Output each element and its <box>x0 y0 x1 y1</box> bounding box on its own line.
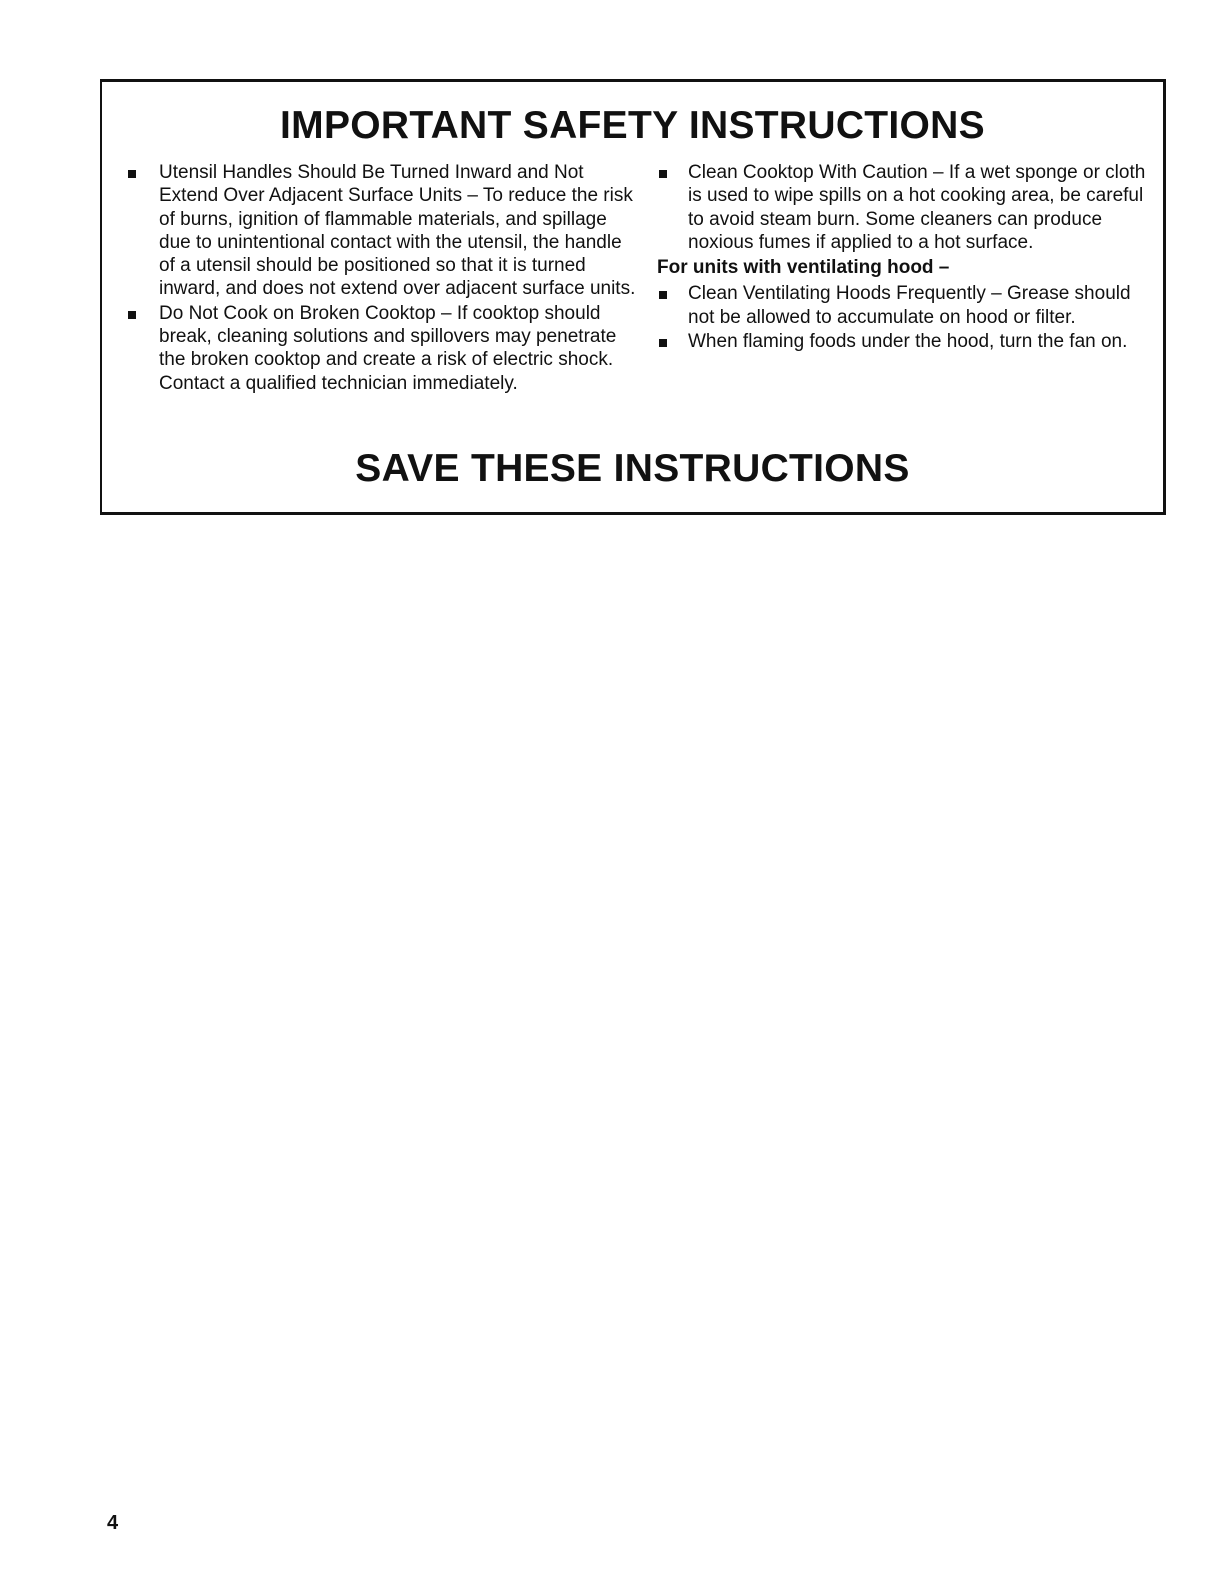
list-item-utensil-handles <box>116 161 636 301</box>
square-bullet-icon <box>128 311 136 319</box>
item-text: Do Not Cook on Broken Cooktop – If cooktop should break, cleaning solutions and spillovers may penetrate the broken cooktop and create a risk of electric shock. Contact a qualified technician immediately. <box>159 302 617 394</box>
item-text: Clean Cooktop With Caution – If a wet sponge or cloth is used to wipe spills on a hot cooking area, be careful to avoid steam burn. Some cleaners can produce noxious fumes if applied to a hot surface. <box>688 162 1146 253</box>
right-column <box>655 161 1160 354</box>
list-item-flaming-foods <box>655 330 1160 353</box>
square-bullet-icon <box>659 291 667 299</box>
square-bullet-icon <box>659 339 667 347</box>
page-number: 4 <box>107 1512 119 1534</box>
left-column <box>116 161 636 396</box>
safety-title: IMPORTANT SAFETY INSTRUCTIONS <box>280 104 985 147</box>
list-item-broken-cooktop <box>116 302 636 395</box>
item-text: When flaming foods under the hood, turn the fan on. <box>688 331 1128 353</box>
save-instructions-footer: SAVE THESE INSTRUCTIONS <box>355 447 910 490</box>
square-bullet-icon <box>659 170 667 178</box>
hood-subheading: For units with ventilating hood – <box>657 257 950 279</box>
list-item-clean-hoods <box>655 282 1160 329</box>
item-text: Clean Ventilating Hoods Frequently – Grease should not be allowed to accumulate on hood or filter. <box>688 283 1131 328</box>
list-item-clean-cooktop <box>655 161 1160 254</box>
square-bullet-icon <box>128 170 136 178</box>
item-text: Utensil Handles Should Be Turned Inward and Not Extend Over Adjacent Surface Units – To reduce the risk of burns, ignition of flammable materials, and spillage due to unintentional contact with the utensil, the handle of a utensil should be positioned so that it is turned inward, and does not extend over adjacent surface units. <box>159 162 636 300</box>
safety-instructions-box <box>100 79 1166 515</box>
